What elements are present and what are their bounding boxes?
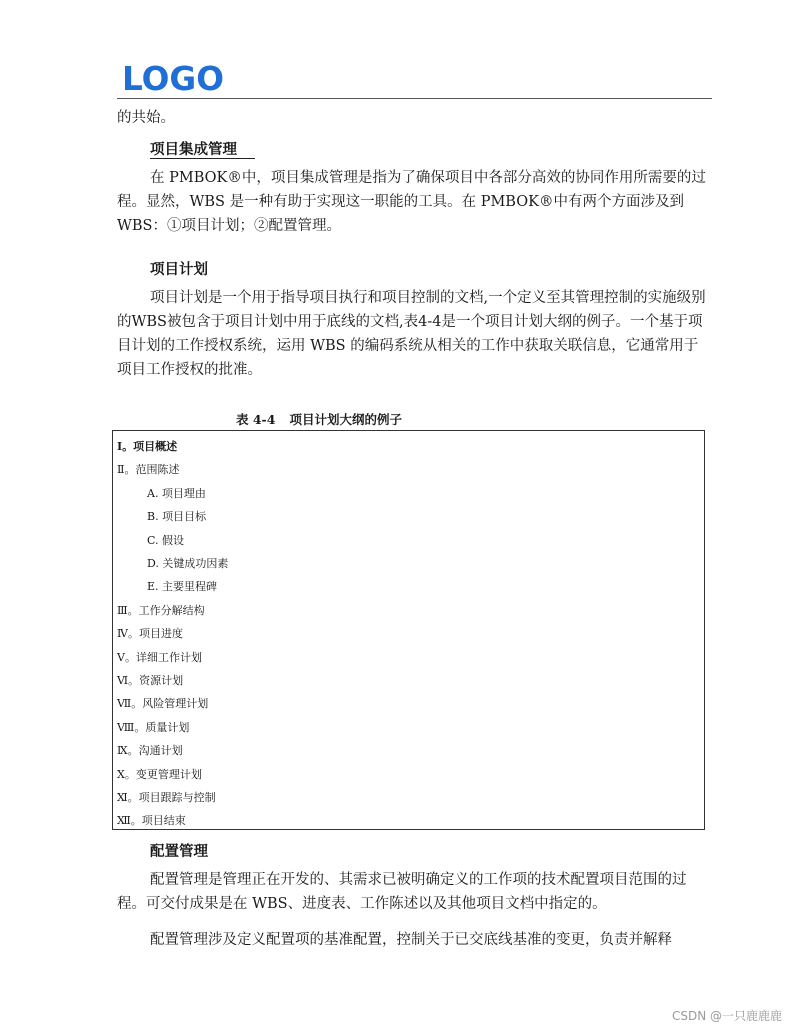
logo: [122, 62, 226, 94]
outline-item: Ⅺ。项目跟踪与控制: [117, 791, 216, 804]
outline-item: Ⅳ。项目进度: [117, 627, 183, 641]
section-heading-project-plan: 项目计划: [150, 261, 208, 278]
outline-item: Ⅰ。项目概述: [117, 440, 178, 453]
table-caption-number: 表 4-4: [236, 412, 276, 427]
outline-item: Ⅴ。详细工作计划: [117, 650, 202, 664]
watermark: CSDN @一只鹿鹿鹿: [671, 1009, 782, 1023]
outline-subitem: C. 假设: [147, 533, 185, 547]
paragraph-configuration-2: 配置管理涉及定义配置项的基准配置，控制关于已交底线基准的变更，负责并解释: [150, 932, 672, 948]
outline-item: Ⅷ。质量计划: [117, 720, 190, 734]
paragraph-configuration-1: 配置管理是管理正在开发的、其需求已被明确定义的工作项的技术配置项目范围的过程。可交付成果是在 WBS、进度表、工作陈述以及其他项目文档中指定的。: [117, 872, 687, 912]
outline-subitem: A. 项目理由: [147, 486, 206, 500]
outline-subitem: E. 主要里程碑: [147, 580, 218, 594]
continuation-text: 的共始。: [117, 110, 175, 126]
table-caption: [236, 410, 416, 428]
outline-item: Ⅲ。工作分解结构: [117, 603, 205, 617]
table-caption-title: 项目计划大纲的例子: [289, 412, 402, 427]
outline-item: Ⅶ。风险管理计划: [117, 697, 209, 711]
paragraph-integration: 在 PMBOK®中，项目集成管理是指为了确保项目中各部分高效的协同作用所需要的过程。显然，WBS 是一种有助于实现这一职能的工具。在 PMBOK®中有两个方面涉及到 WBS：①项目计划；②配置管理。: [117, 170, 706, 234]
header-divider: [117, 98, 712, 99]
outline-subitem: D. 关键成功因素: [147, 557, 229, 570]
outline-item: Ⅸ。沟通计划: [117, 744, 183, 758]
outline-item: Ⅹ。变更管理计划: [117, 767, 202, 781]
outline-item: Ⅵ。资源计划: [117, 674, 184, 687]
paragraph-project-plan: 项目计划是一个用于指导项目执行和项目控制的文档,一个定义至其管理控制的实施级别的WBS被包含于项目计划中用于底线的文档,表4-4是一个项目计划大纲的例子。一个基于项目计划的工作授权系统，运用 WBS 的编码系统从相关的工作中获取关联信息，它通常用于项目工作授权的批准。: [117, 290, 706, 378]
section-heading-configuration: 配置管理: [150, 843, 208, 860]
outline-item: Ⅱ。范围陈述: [117, 463, 180, 477]
section-heading-integration: 项目集成管理: [150, 138, 255, 159]
outline-subitem: B. 项目目标: [147, 510, 207, 524]
logo-text: LOGO: [122, 62, 224, 94]
outline-item: Ⅻ。项目结束: [117, 814, 186, 828]
